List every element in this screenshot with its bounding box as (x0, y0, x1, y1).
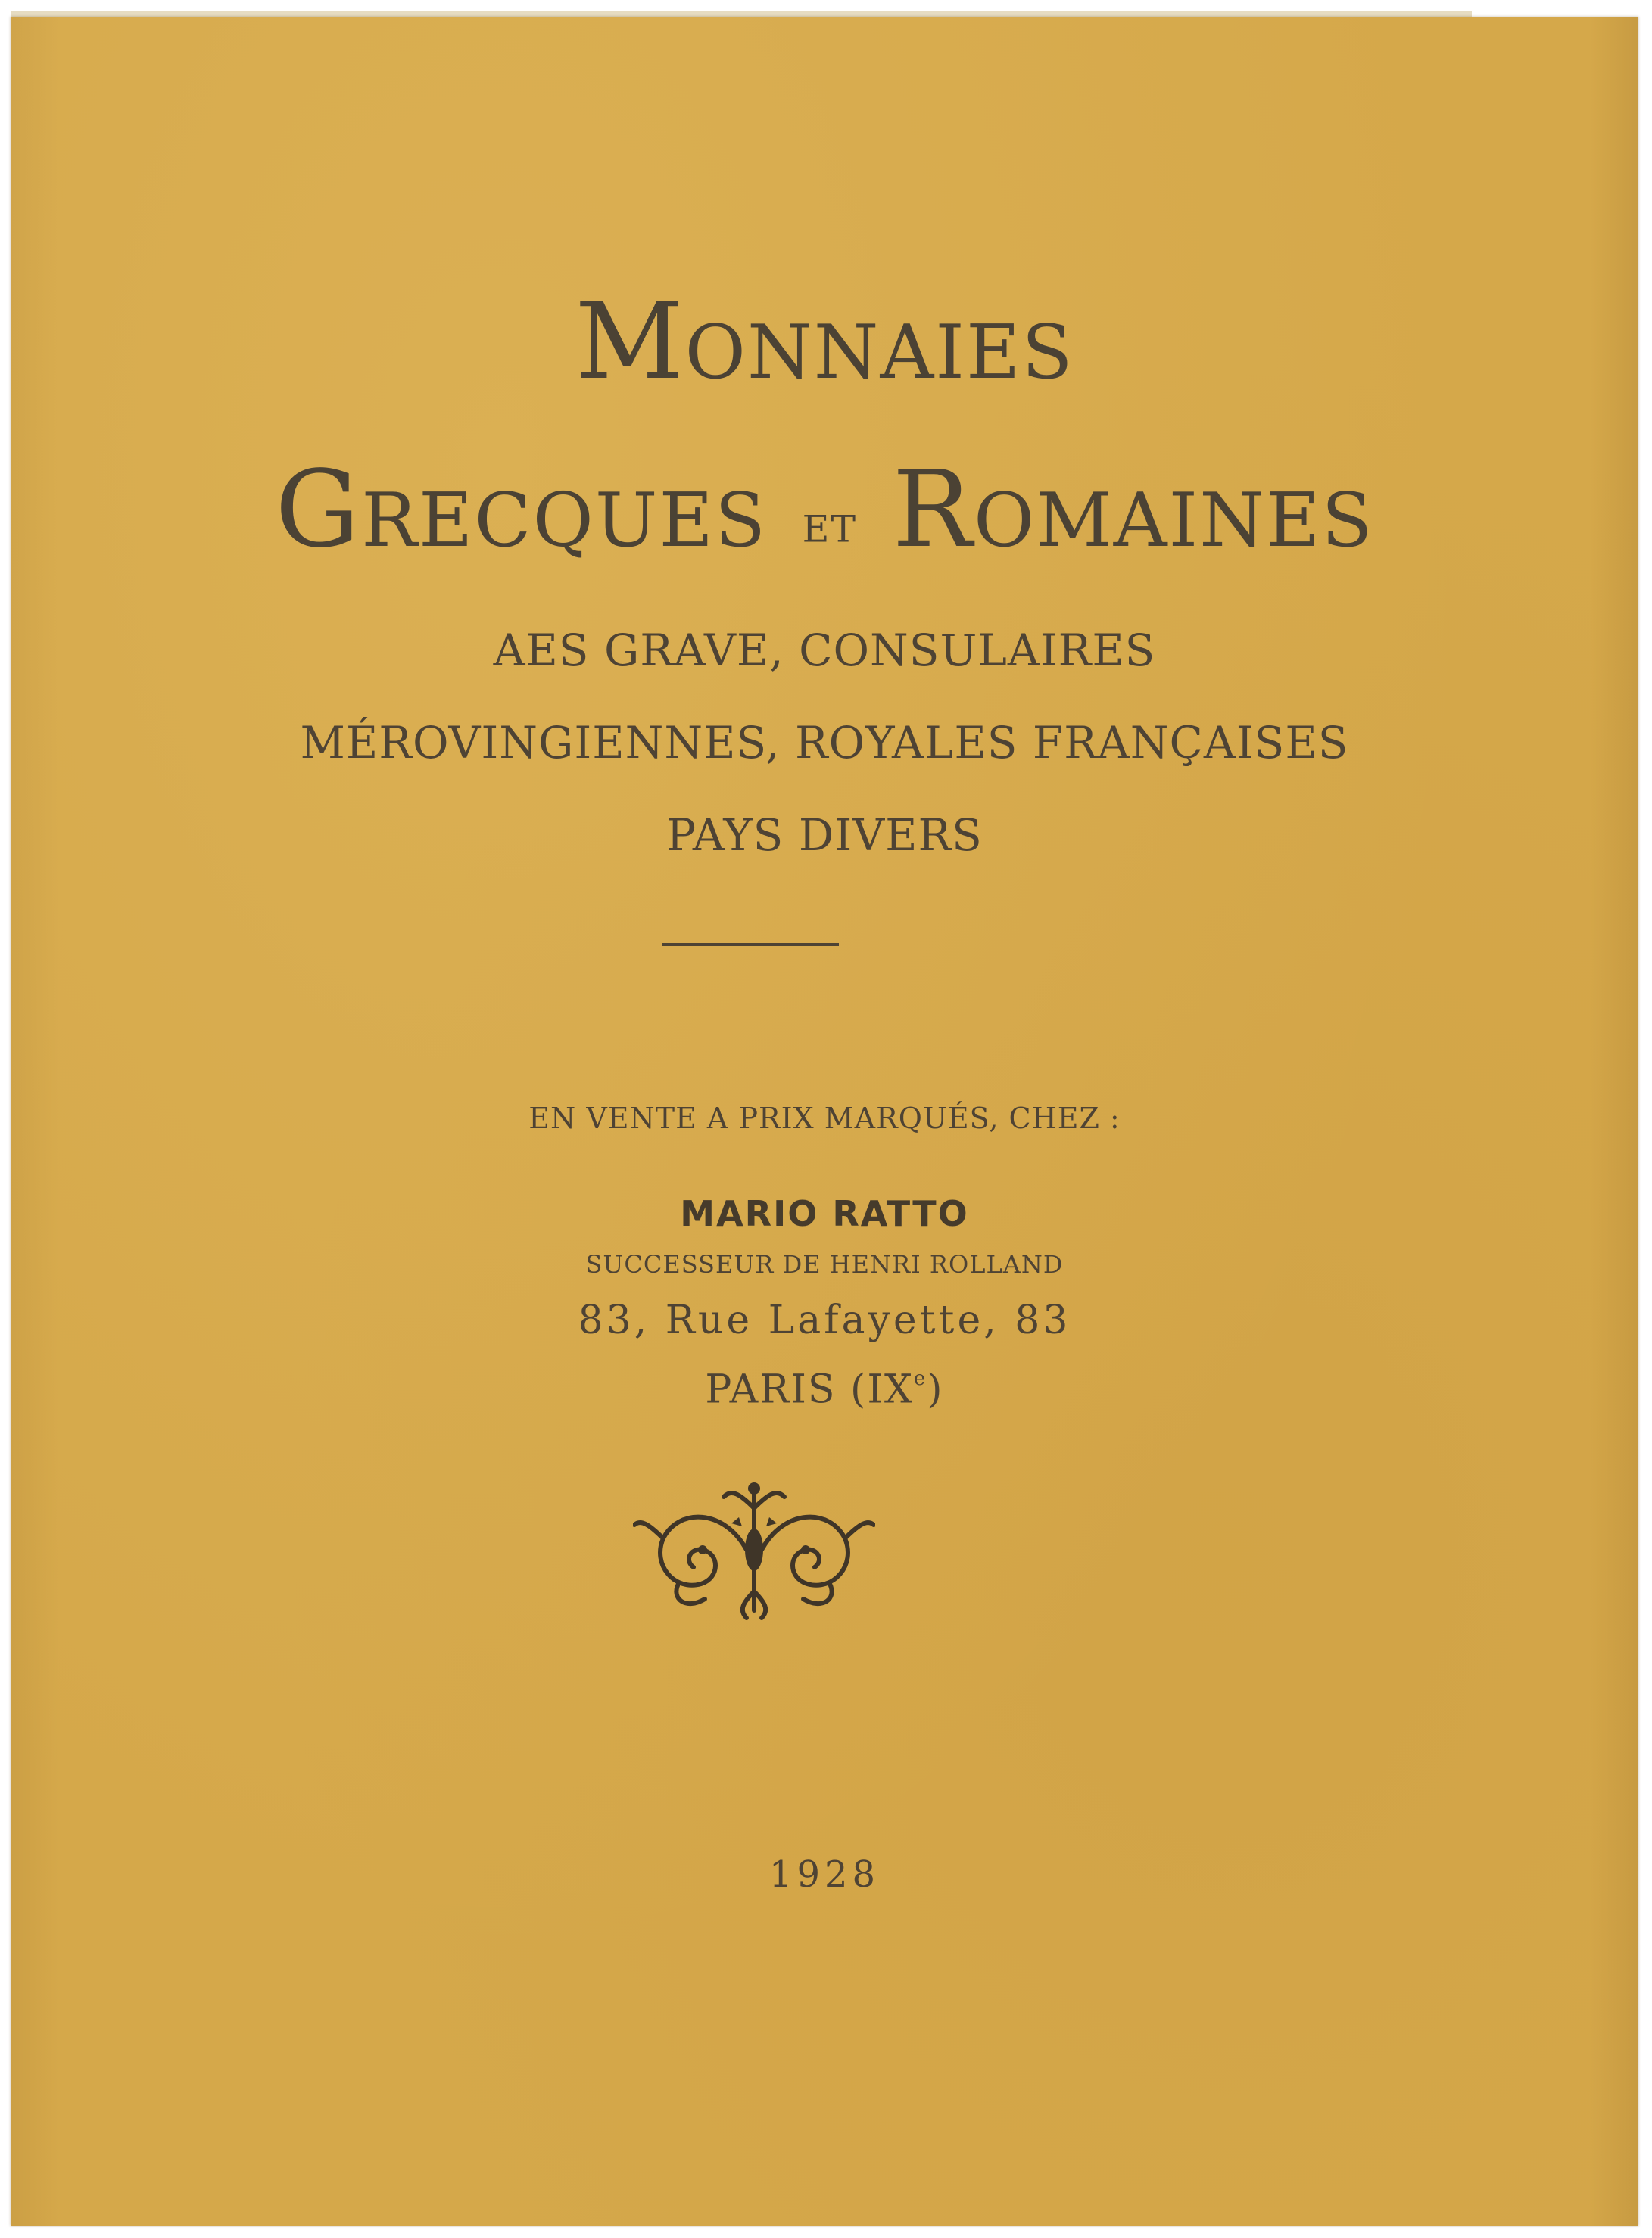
dealer-address: 83, Rue Lafayette, 83 (578, 1298, 1071, 1343)
dealer-successor: SUCCESSEUR DE HENRI ROLLAND (585, 1250, 1064, 1279)
title-word-et: et (802, 492, 858, 555)
catalogue-cover (11, 17, 1638, 2226)
dealer-name: MARIO RATTO (680, 1193, 969, 1234)
floral-ornament-icon (633, 1478, 875, 1622)
subtitle-line-3: PAYS DIVERS (666, 809, 983, 861)
publication-year: 1928 (768, 1853, 881, 1896)
sale-note: EN VENTE A PRIX MARQUÉS, CHEZ : (528, 1102, 1121, 1135)
city-close: ) (927, 1367, 944, 1413)
subtitle-line-1: AES GRAVE, CONSULAIRES (493, 625, 1156, 676)
city-text: PARIS (IX (705, 1367, 914, 1413)
title-line-1: Monnaies (575, 280, 1074, 404)
divider-rule (662, 943, 839, 946)
dealer-city (11, 1367, 1638, 1413)
city-superscript: e (913, 1367, 927, 1390)
title-line-2 (11, 448, 1638, 572)
subtitle-line-2: MÉROVINGIENNES, ROYALES FRANÇAISES (300, 717, 1349, 768)
title-word-grecques: Grecques (275, 448, 768, 572)
title-word-romaines: Romaines (892, 448, 1374, 572)
